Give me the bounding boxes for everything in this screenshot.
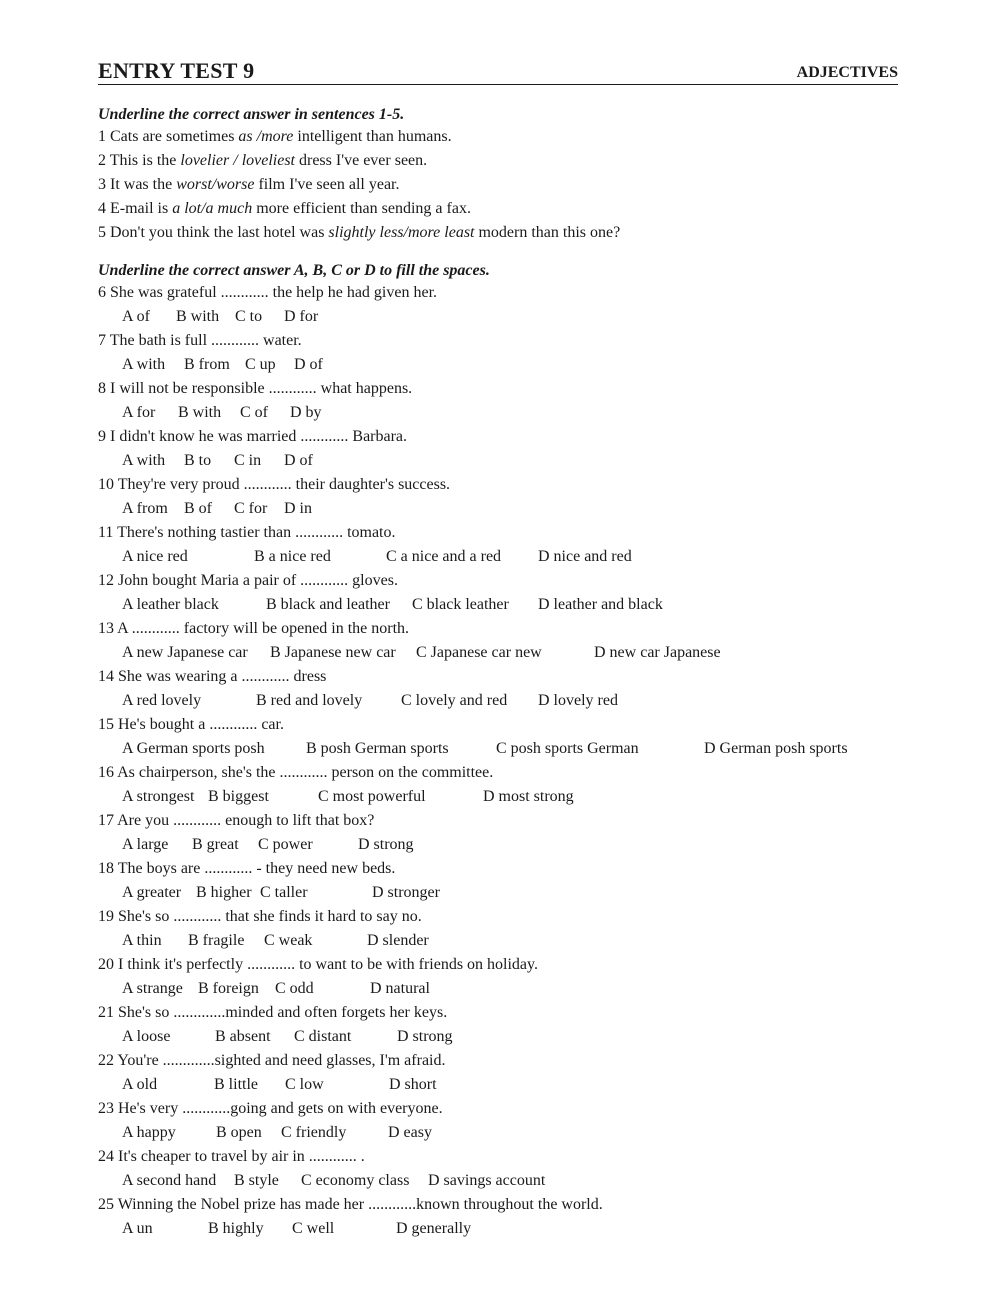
sentence-text-end: dress I've ever seen. xyxy=(295,152,428,169)
sentence-text-end: film I've seen all year. xyxy=(254,176,400,193)
answer-option-d[interactable]: D of xyxy=(294,356,323,373)
answer-option-a[interactable]: A large xyxy=(122,836,169,853)
answer-option-c[interactable]: C odd xyxy=(275,980,314,997)
sentence-4 xyxy=(98,197,898,221)
question-15: 15 He's bought a ............ car. xyxy=(98,716,284,733)
answer-option-a[interactable]: A leather black xyxy=(122,596,219,613)
answer-option-d[interactable]: D stronger xyxy=(372,884,440,901)
answer-option-d[interactable]: D German posh sports xyxy=(704,740,848,757)
sentence-text-end: intelligent than humans. xyxy=(293,128,452,145)
answer-option-b[interactable]: B style xyxy=(234,1172,279,1189)
question-24: 24 It's cheaper to travel by air in ............ . xyxy=(98,1148,365,1165)
answer-option-a[interactable]: A from xyxy=(122,500,168,517)
question-14: 14 She was wearing a ............ dress xyxy=(98,668,327,685)
answer-options xyxy=(98,401,898,425)
question-22: 22 You're .............sighted and need glasses, I'm afraid. xyxy=(98,1052,446,1069)
answer-options xyxy=(98,929,898,953)
sentence-1 xyxy=(98,125,898,149)
answer-option-a[interactable]: A strongest xyxy=(122,788,195,805)
question-7: 7 The bath is full ............ water. xyxy=(98,332,302,349)
answer-option-d[interactable]: D lovely red xyxy=(538,692,618,709)
answer-option-a[interactable]: A un xyxy=(122,1220,153,1237)
answer-options xyxy=(98,1073,898,1097)
answer-option-c[interactable]: C in xyxy=(234,452,262,469)
answer-option-c[interactable]: C taller xyxy=(260,884,308,901)
answer-options xyxy=(98,1169,898,1193)
section1-list xyxy=(98,125,898,245)
answer-option-c[interactable]: C most powerful xyxy=(318,788,426,805)
answer-option-d[interactable]: D for xyxy=(284,308,319,325)
answer-option-d[interactable]: D slender xyxy=(367,932,429,949)
answer-option-c[interactable]: C well xyxy=(292,1220,335,1237)
answer-option-d[interactable]: D short xyxy=(389,1076,437,1093)
answer-option-b[interactable]: B foreign xyxy=(198,980,259,997)
answer-option-d[interactable]: D strong xyxy=(397,1028,453,1045)
answer-option-d[interactable]: D easy xyxy=(388,1124,432,1141)
answer-options xyxy=(98,449,898,473)
question-10: 10 They're very proud ............ their daughter's success. xyxy=(98,476,451,493)
question-9: 9 I didn't know he was married ............ Barbara. xyxy=(98,428,408,445)
answer-options xyxy=(98,1121,898,1145)
test-topic: ADJECTIVES xyxy=(796,64,898,81)
answer-option-d[interactable]: D new car Japanese xyxy=(594,644,721,661)
question-11: 11 There's nothing tastier than ............ tomato. xyxy=(98,524,396,541)
answer-option-b[interactable]: B with xyxy=(176,308,220,325)
answer-option-d[interactable]: D most strong xyxy=(483,788,574,805)
answer-options xyxy=(98,785,898,809)
sentence-choice[interactable]: as /more xyxy=(238,128,294,145)
sentence-5 xyxy=(98,221,898,245)
sentence-choice[interactable]: worst/worse xyxy=(176,176,255,193)
sentence-text-start: 2 This is the xyxy=(98,152,181,169)
answer-option-c[interactable]: C a nice and a red xyxy=(386,548,502,565)
section2-instruction: Underline the correct answer A, B, C or D to fill the spaces. xyxy=(98,262,490,279)
answer-options xyxy=(98,593,898,617)
answer-option-b[interactable]: B fragile xyxy=(188,932,245,949)
answer-option-a[interactable]: A greater xyxy=(122,884,182,901)
answer-options xyxy=(98,1025,898,1049)
answer-option-b[interactable]: B biggest xyxy=(208,788,269,805)
answer-option-d[interactable]: D savings account xyxy=(428,1172,546,1189)
answer-option-c[interactable]: C low xyxy=(285,1076,324,1093)
question-17: 17 Are you ............ enough to lift that box? xyxy=(98,812,375,829)
answer-options xyxy=(98,497,898,521)
question-8: 8 I will not be responsible ............ what happens. xyxy=(98,380,413,397)
sentence-3 xyxy=(98,173,898,197)
answer-option-a[interactable]: A thin xyxy=(122,932,162,949)
question-6: 6 She was grateful ............ the help he had given her. xyxy=(98,284,438,301)
answer-options xyxy=(98,737,898,761)
answer-option-b[interactable]: B to xyxy=(184,452,212,469)
answer-options xyxy=(98,1217,898,1241)
sentence-text-end: modern than this one? xyxy=(474,224,621,241)
answer-option-a[interactable]: A with xyxy=(122,356,166,373)
answer-option-a[interactable]: A happy xyxy=(122,1124,176,1141)
answer-option-b[interactable]: B highly xyxy=(208,1220,264,1237)
sentence-choice[interactable]: a lot/a much xyxy=(172,200,253,217)
answer-option-a[interactable]: A nice red xyxy=(122,548,188,565)
sentence-text-start: 1 Cats are sometimes xyxy=(98,128,239,145)
test-title: ENTRY TEST 9 xyxy=(98,58,255,83)
worksheet-page xyxy=(98,56,898,1241)
answer-option-c[interactable]: C Japanese car new xyxy=(416,644,542,661)
sentence-text-start: 5 Don't you think the last hotel was xyxy=(98,224,329,241)
answer-option-b[interactable]: B red and lovely xyxy=(256,692,363,709)
answer-option-a[interactable]: A old xyxy=(122,1076,158,1093)
sentence-text-start: 3 It was the xyxy=(98,176,177,193)
sentence-text-start: 4 E-mail is xyxy=(98,200,173,217)
answer-options xyxy=(98,977,898,1001)
answer-option-c[interactable]: C to xyxy=(235,308,263,325)
answer-option-a[interactable]: A for xyxy=(122,404,156,421)
answer-option-c[interactable]: C friendly xyxy=(281,1124,347,1141)
answer-options xyxy=(98,881,898,905)
answer-option-c[interactable]: C power xyxy=(258,836,313,853)
question-16: 16 As chairperson, she's the ............ person on the committee. xyxy=(98,764,494,781)
question-13: 13 A ............ factory will be opened in the north. xyxy=(98,620,410,637)
answer-option-b[interactable]: B a nice red xyxy=(254,548,331,565)
answer-option-b[interactable]: B little xyxy=(214,1076,258,1093)
question-20: 20 I think it's perfectly ............ to want to be with friends on holiday. xyxy=(98,956,538,973)
answer-option-b[interactable]: B great xyxy=(192,836,239,853)
sentence-choice[interactable]: lovelier / loveliest xyxy=(180,152,295,169)
answer-option-a[interactable]: A with xyxy=(122,452,166,469)
answer-option-b[interactable]: B with xyxy=(178,404,222,421)
answer-options xyxy=(98,833,898,857)
page-header xyxy=(98,56,898,85)
answer-option-a[interactable]: A red lovely xyxy=(122,692,202,709)
sentence-text-end: more efficient than sending a fax. xyxy=(252,200,471,217)
answer-option-d[interactable]: D by xyxy=(290,404,322,421)
answer-option-c[interactable]: C up xyxy=(245,356,276,373)
answer-option-a[interactable]: A new Japanese car xyxy=(122,644,248,661)
answer-option-d[interactable]: D nice and red xyxy=(538,548,632,565)
answer-option-b[interactable]: B absent xyxy=(215,1028,271,1045)
answer-option-c[interactable]: C posh sports German xyxy=(496,740,639,757)
answer-option-c[interactable]: C distant xyxy=(294,1028,352,1045)
answer-option-c[interactable]: C of xyxy=(240,404,268,421)
answer-option-b[interactable]: B black and leather xyxy=(266,596,390,613)
question-21: 21 She's so .............minded and often forgets her keys. xyxy=(98,1004,448,1021)
question-19: 19 She's so ............ that she finds it hard to say no. xyxy=(98,908,422,925)
sentence-choice[interactable]: slightly less/more least xyxy=(328,224,475,241)
section1-instruction: Underline the correct answer in sentences 1-5. xyxy=(98,106,405,123)
answer-option-a[interactable]: A strange xyxy=(122,980,183,997)
answer-option-d[interactable]: D natural xyxy=(370,980,430,997)
question-23: 23 He's very ............going and gets on with everyone. xyxy=(98,1100,443,1117)
sentence-2 xyxy=(98,149,898,173)
section2-list xyxy=(98,281,898,1241)
answer-option-d[interactable]: D strong xyxy=(358,836,414,853)
answer-options xyxy=(98,641,898,665)
answer-option-d[interactable]: D leather and black xyxy=(538,596,663,613)
answer-options xyxy=(98,689,898,713)
answer-option-c[interactable]: C black leather xyxy=(412,596,509,613)
question-12: 12 John bought Maria a pair of ............ gloves. xyxy=(98,572,398,589)
answer-option-d[interactable]: D generally xyxy=(396,1220,472,1237)
answer-option-b[interactable]: B from xyxy=(184,356,230,373)
answer-option-c[interactable]: C lovely and red xyxy=(401,692,508,709)
answer-option-a[interactable]: A loose xyxy=(122,1028,171,1045)
answer-option-b[interactable]: B posh German sports xyxy=(306,740,449,757)
answer-option-a[interactable]: A German sports posh xyxy=(122,740,265,757)
answer-option-d[interactable]: D in xyxy=(284,500,312,517)
answer-option-b[interactable]: B open xyxy=(216,1124,262,1141)
answer-option-c[interactable]: C for xyxy=(234,500,268,517)
answer-options xyxy=(98,545,898,569)
answer-option-a[interactable]: A second hand xyxy=(122,1172,217,1189)
answer-option-d[interactable]: D of xyxy=(284,452,313,469)
question-18: 18 The boys are ............ - they need new beds. xyxy=(98,860,396,877)
answer-option-b[interactable]: B Japanese new car xyxy=(270,644,396,661)
answer-options xyxy=(98,305,898,329)
answer-options xyxy=(98,353,898,377)
question-25: 25 Winning the Nobel prize has made her ............known throughout the world. xyxy=(98,1196,603,1213)
answer-option-c[interactable]: C economy class xyxy=(301,1172,410,1189)
answer-option-c[interactable]: C weak xyxy=(264,932,313,949)
answer-option-b[interactable]: B of xyxy=(184,500,212,517)
answer-option-b[interactable]: B higher xyxy=(196,884,252,901)
answer-option-a[interactable]: A of xyxy=(122,308,150,325)
